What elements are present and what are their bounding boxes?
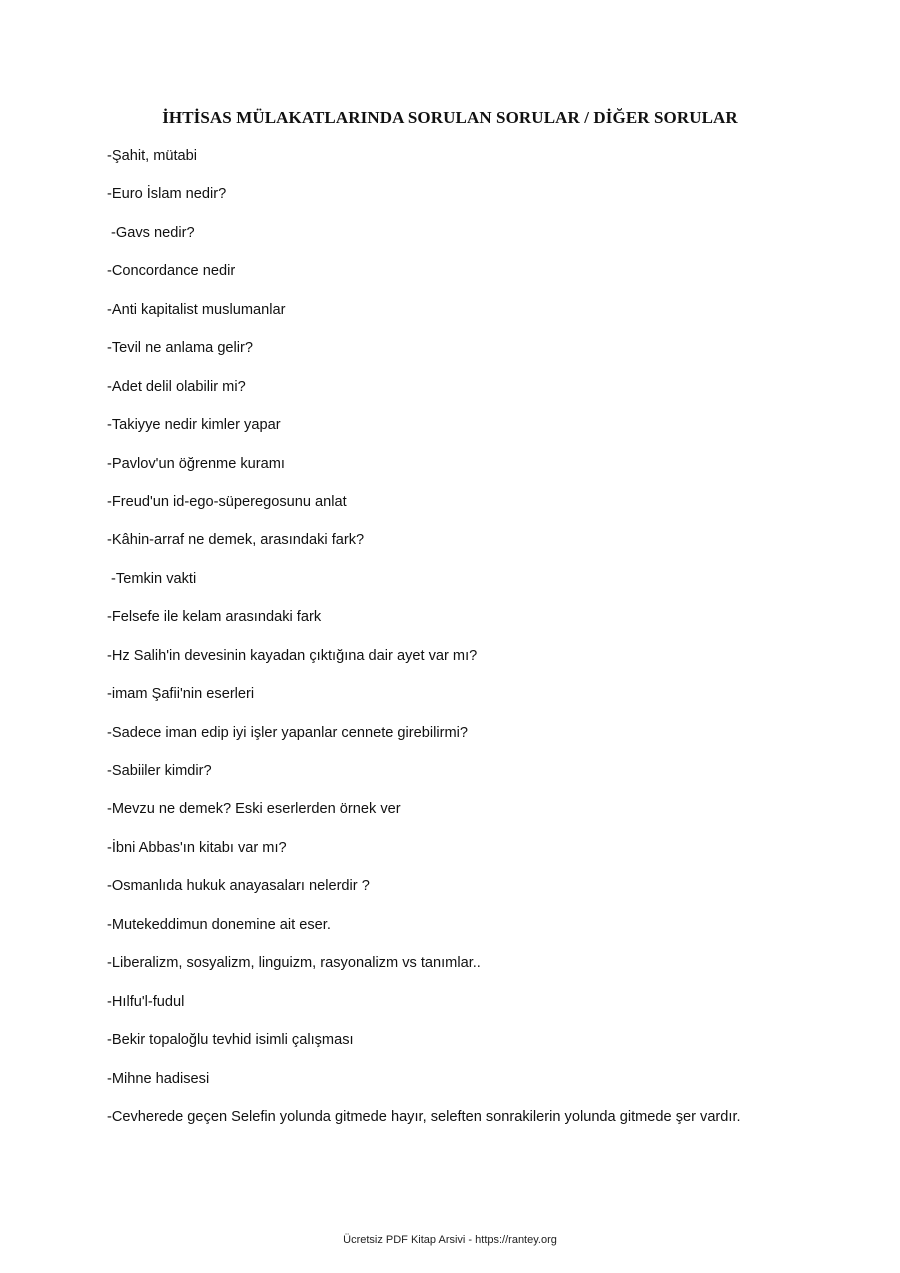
- list-item: -Kâhin-arraf ne demek, arasındaki fark?: [107, 532, 365, 549]
- list-item: -İbni Abbas'ın kitabı var mı?: [107, 839, 287, 856]
- list-item: -Gavs nedir?: [107, 224, 195, 241]
- list-item: -Euro İslam nedir?: [107, 186, 227, 203]
- list-item: -Osmanlıda hukuk anayasaları nelerdir ?: [107, 878, 370, 895]
- list-item: -Sadece iman edip iyi işler yapanlar cennete girebilirmi?: [107, 724, 468, 741]
- list-item: -Freud'un id-ego-süperegosunu anlat: [107, 493, 347, 510]
- list-item: -Şahit, mütabi: [107, 148, 198, 164]
- list-item: -Tevil ne anlama gelir?: [107, 340, 254, 357]
- list-item: -Mihne hadisesi: [107, 1070, 210, 1087]
- page-title: İHTİSAS MÜLAKATLARINDA SORULAN SORULAR / DİĞER SORULAR: [162, 108, 738, 127]
- list-item: -Pavlov'un öğrenme kuramı: [107, 455, 285, 472]
- list-item: -Felsefe ile kelam arasındaki fark: [107, 609, 322, 626]
- list-item: -Takiyye nedir kimler yapar: [107, 417, 281, 434]
- list-item: -Concordance nedir: [107, 263, 236, 280]
- list-item: -Hz Salih'in devesinin kayadan çıktığına dair ayet var mı?: [107, 647, 478, 664]
- list-item: -imam Şafii'nin eserleri: [107, 686, 255, 703]
- list-item: -Temkin vakti: [107, 570, 197, 587]
- list-item: -Hılfu'l-fudul: [107, 993, 185, 1010]
- list-item: -Liberalizm, sosyalizm, linguizm, rasyonalizm vs tanımlar..: [107, 955, 481, 972]
- page-footer: Ücretsiz PDF Kitap Arsivi - https://rantey.org: [343, 1234, 557, 1246]
- list-item: -Anti kapitalist muslumanlar: [107, 301, 286, 318]
- list-item: -Adet delil olabilir mi?: [107, 378, 246, 395]
- list-item: -Bekir topaloğlu tevhid isimli çalışması: [107, 1032, 354, 1049]
- question-list: [107, 147, 741, 1146]
- list-item: -Sabiiler kimdir?: [107, 763, 212, 779]
- list-item: -Mutekeddimun donemine ait eser.: [107, 916, 331, 933]
- list-item: -Mevzu ne demek? Eski eserlerden örnek ver: [107, 801, 401, 818]
- list-item: -Cevherede geçen Selefin yolunda gitmede hayır, seleften sonrakilerin yolunda gitmede şer vardır.: [107, 1108, 741, 1125]
